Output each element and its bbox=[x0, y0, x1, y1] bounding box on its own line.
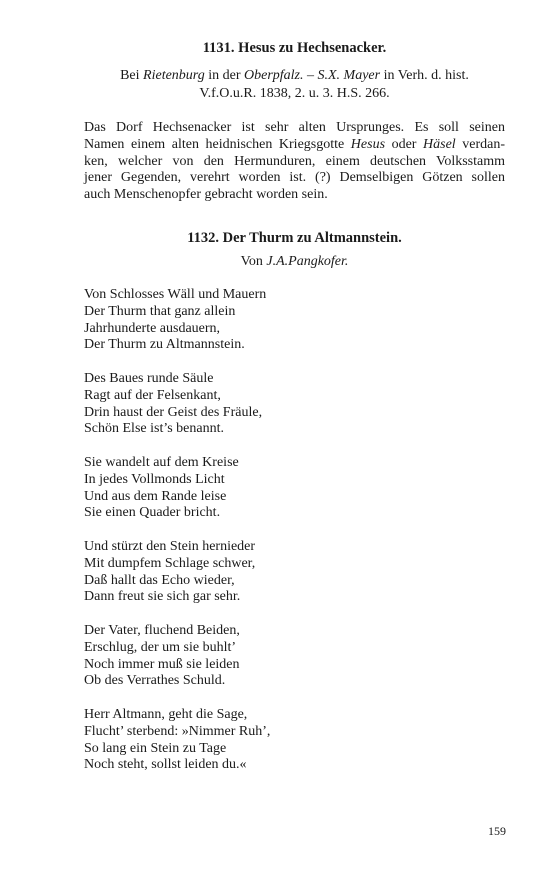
poem-stanza-2: Des Baues runde Säule Ragt auf der Felsenkant, Drin haust der Geist des Fräule, Schön Else ist’s benannt. bbox=[84, 371, 263, 437]
source-citation-1131: Bei Rietenburg in der Oberpfalz. – S.X. Mayer in Verh. d. hist. V.f.O.u.R. 1838, 2. u. 3. H.S. 266. bbox=[120, 68, 469, 101]
author-line-1132: Von J.A.Pangkofer. bbox=[240, 254, 349, 269]
poem-stanza-5: Der Vater, fluchend Beiden, Erschlug, der um sie buhlt’ Noch immer muß sie leiden Ob des Verrathes Schuld. bbox=[84, 623, 240, 689]
page-number: 159 bbox=[488, 824, 506, 838]
section-title-1131: 1131. Hesus zu Hechsenacker. bbox=[202, 40, 387, 56]
poem-stanza-3: Sie wandelt auf dem Kreise In jedes Vollmonds Licht Und aus dem Rande leise Sie einen Quader bricht. bbox=[84, 455, 239, 521]
section-title-1132: 1132. Der Thurm zu Altmannstein. bbox=[187, 230, 402, 246]
poem-stanza-1: Von Schlosses Wäll und Mauern Der Thurm that ganz allein Jahrhunderte ausdauern, Der Thurm zu Altmannstein. bbox=[84, 287, 267, 353]
poem-stanza-4: Und stürzt den Stein hernieder Mit dumpfem Schlage schwer, Daß hallt das Echo wieder, Dann freut sie sich gar sehr. bbox=[84, 539, 256, 605]
body-paragraph-1131: Das Dorf Hechsenacker ist sehr alten Ursprunges. Es soll seinen Namen einem alten heidnischen Kriegsgotte Hesus oder Häsel verdan- ken, welcher von den Hermunduren, einem deutschen Volksstamm jener Gegenden, verehrt worden ist. (?) Demselbigen Götzen sollen auch Menschenopfer gebracht worden sein. bbox=[84, 120, 505, 203]
poem-stanza-6: Herr Altmann, geht die Sage, Flucht’ sterbend: »Nimmer Ruh’, So lang ein Stein zu Tage Noch steht, sollst leiden du.« bbox=[84, 707, 271, 773]
